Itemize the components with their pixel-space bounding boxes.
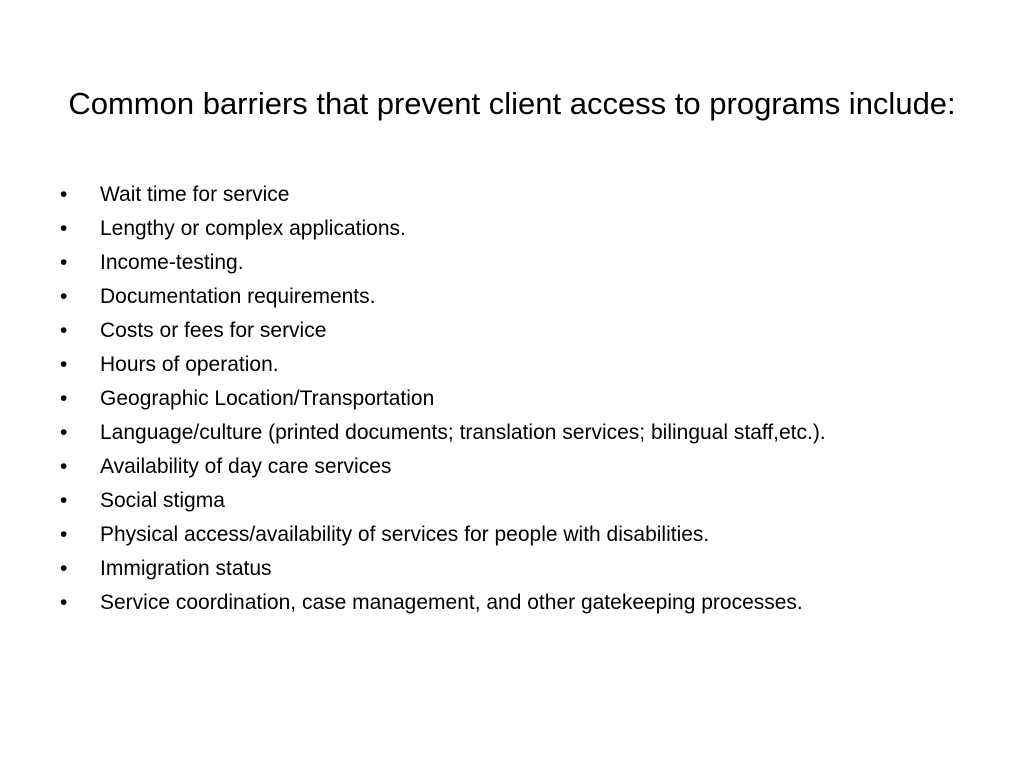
list-item: [60, 521, 980, 548]
list-item: [60, 487, 980, 514]
list-item-text: Social stigma: [100, 489, 225, 512]
bullet-icon: •: [60, 353, 68, 376]
bullet-icon: •: [60, 285, 68, 308]
list-item-text: Language/culture (printed documents; translation services; bilingual staff,etc.).: [100, 421, 826, 444]
bullet-icon: •: [60, 183, 68, 206]
list-item-text: Physical access/availability of services for people with disabilities.: [100, 523, 710, 546]
list-item-text: Documentation requirements.: [100, 285, 376, 308]
bullet-icon: •: [60, 387, 68, 410]
list-item-text: Wait time for service: [100, 183, 290, 206]
bullet-icon: •: [60, 217, 68, 240]
list-item: [60, 589, 980, 616]
bullet-icon: •: [60, 421, 68, 444]
list-item: [60, 385, 980, 412]
list-item-text: Immigration status: [100, 557, 272, 580]
list-item-text: Geographic Location/Transportation: [100, 387, 435, 410]
list-item: [60, 555, 980, 582]
bullet-icon: •: [60, 557, 68, 580]
list-item-text: Costs or fees for service: [100, 319, 327, 342]
list-item-text: Service coordination, case management, and other gatekeeping processes.: [100, 591, 803, 614]
bullet-icon: •: [60, 489, 68, 512]
list-item: [60, 351, 980, 378]
bullet-icon: •: [60, 251, 68, 274]
list-item: [60, 181, 980, 208]
list-item: [60, 317, 980, 344]
list-item: [60, 249, 980, 276]
bullet-icon: •: [60, 523, 68, 546]
bullet-icon: •: [60, 319, 68, 342]
bullet-icon: •: [60, 455, 68, 478]
list-item-text: Hours of operation.: [100, 353, 279, 376]
bullet-icon: •: [60, 591, 68, 614]
slide-title: Common barriers that prevent client access to programs include:: [68, 86, 956, 121]
list-item: [60, 215, 980, 242]
list-item: [60, 453, 980, 480]
list-item-text: Availability of day care services: [100, 455, 392, 478]
list-item-text: Income-testing.: [100, 251, 244, 274]
list-item: [60, 419, 980, 446]
bullet-list: [60, 181, 980, 623]
list-item: [60, 283, 980, 310]
list-item-text: Lengthy or complex applications.: [100, 217, 406, 240]
